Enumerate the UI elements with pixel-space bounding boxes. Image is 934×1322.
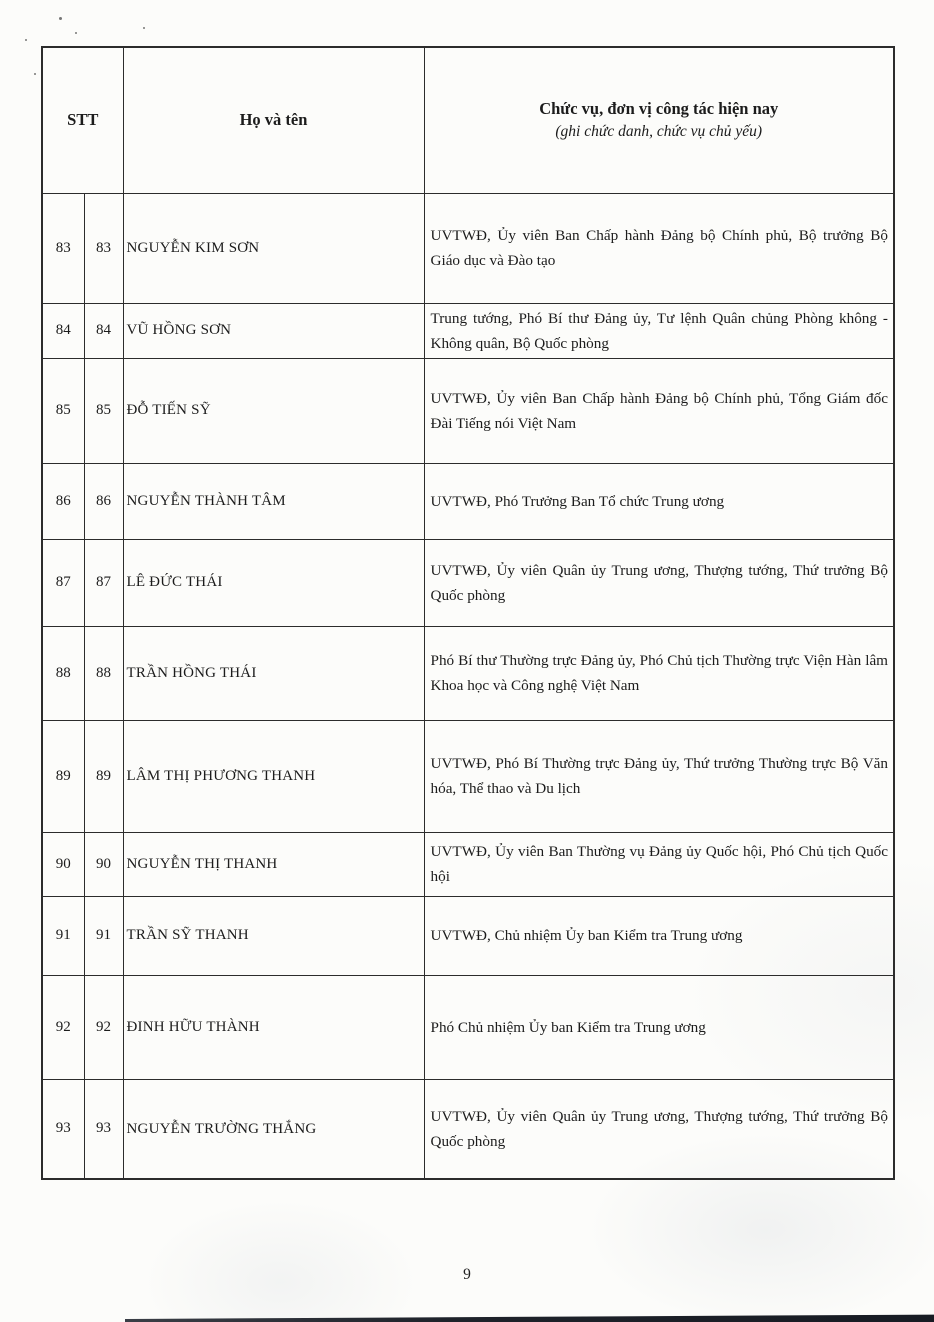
row-index-cell: 90: [42, 832, 84, 896]
row-name-cell: ĐINH HỮU THÀNH: [123, 975, 424, 1079]
row-position-cell: UVTWĐ, Phó Bí Thường trực Đảng ủy, Thứ trưởng Thường trực Bộ Văn hóa, Thể thao và Du lịch: [424, 720, 894, 832]
dust-speck: [25, 39, 27, 41]
table-row: [42, 626, 894, 720]
row-index-cell: 84: [42, 303, 84, 358]
table-row: [42, 539, 894, 626]
table-row: [42, 303, 894, 358]
table-row: [42, 193, 894, 303]
row-position-cell: UVTWĐ, Ủy viên Quân ủy Trung ương, Thượng tướng, Thứ trưởng Bộ Quốc phòng: [424, 539, 894, 626]
row-position-cell: Trung tướng, Phó Bí thư Đảng ủy, Tư lệnh Quân chủng Phòng không - Không quân, Bộ Quốc phòng: [424, 303, 894, 358]
row-index-cell: 88: [42, 626, 84, 720]
row-position-cell: UVTWĐ, Ủy viên Ban Chấp hành Đảng bộ Chính phủ, Bộ trưởng Bộ Giáo dục và Đào tạo: [424, 193, 894, 303]
row-position-cell: UVTWĐ, Chủ nhiệm Ủy ban Kiểm tra Trung ương: [424, 896, 894, 975]
row-name-cell: LÂM THỊ PHƯƠNG THANH: [123, 720, 424, 832]
row-name-cell: ĐỖ TIẾN SỸ: [123, 358, 424, 463]
row-name-cell: NGUYỄN TRƯỜNG THẮNG: [123, 1079, 424, 1179]
table-row: [42, 720, 894, 832]
row-name-cell: LÊ ĐỨC THÁI: [123, 539, 424, 626]
table-header-row: [42, 47, 894, 193]
row-index-cell: 88: [84, 626, 123, 720]
row-name-cell: VŨ HỒNG SƠN: [123, 303, 424, 358]
row-name-cell: NGUYỄN THỊ THANH: [123, 832, 424, 896]
row-index-cell: 85: [84, 358, 123, 463]
table-row: [42, 975, 894, 1079]
row-name-cell: TRẦN SỸ THANH: [123, 896, 424, 975]
header-position-title: Chức vụ, đơn vị công tác hiện nay: [539, 99, 779, 119]
officials-roster-table: [41, 46, 895, 1180]
row-index-cell: 93: [84, 1079, 123, 1179]
row-index-cell: 83: [84, 193, 123, 303]
header-name: Họ và tên: [123, 47, 424, 193]
dust-speck: [143, 27, 145, 29]
row-position-cell: UVTWĐ, Ủy viên Quân ủy Trung ương, Thượng tướng, Thứ trưởng Bộ Quốc phòng: [424, 1079, 894, 1179]
row-position-cell: UVTWĐ, Ủy viên Ban Chấp hành Đảng bộ Chính phủ, Tổng Giám đốc Đài Tiếng nói Việt Nam: [424, 358, 894, 463]
row-name-cell: NGUYỄN KIM SƠN: [123, 193, 424, 303]
header-position-subtitle: (ghi chức danh, chức vụ chủ yếu): [555, 122, 763, 140]
dust-speck: [59, 17, 62, 20]
row-index-cell: 85: [42, 358, 84, 463]
table-row: [42, 896, 894, 975]
row-index-cell: 87: [84, 539, 123, 626]
row-index-cell: 91: [84, 896, 123, 975]
page-number: 9: [463, 1266, 471, 1283]
row-index-cell: 91: [42, 896, 84, 975]
row-index-cell: 92: [42, 975, 84, 1079]
row-index-cell: 93: [42, 1079, 84, 1179]
table-row: [42, 463, 894, 539]
row-index-cell: 90: [84, 832, 123, 896]
row-name-cell: TRẦN HỒNG THÁI: [123, 626, 424, 720]
dust-speck: [34, 73, 36, 75]
dust-speck: [75, 32, 77, 34]
table-row: [42, 1079, 894, 1179]
scan-edge-artifact: [125, 1314, 934, 1322]
row-name-cell: NGUYỄN THÀNH TÂM: [123, 463, 424, 539]
row-index-cell: 84: [84, 303, 123, 358]
header-stt: STT: [42, 47, 123, 193]
row-index-cell: 89: [84, 720, 123, 832]
row-position-cell: Phó Bí thư Thường trực Đảng ủy, Phó Chủ tịch Thường trực Viện Hàn lâm Khoa học và Công nghệ Việt Nam: [424, 626, 894, 720]
row-position-cell: UVTWĐ, Phó Trưởng Ban Tổ chức Trung ương: [424, 463, 894, 539]
row-index-cell: 87: [42, 539, 84, 626]
row-index-cell: 89: [42, 720, 84, 832]
table-row: [42, 358, 894, 463]
header-position: [424, 47, 894, 193]
row-position-cell: UVTWĐ, Ủy viên Ban Thường vụ Đảng ủy Quốc hội, Phó Chủ tịch Quốc hội: [424, 832, 894, 896]
row-index-cell: 92: [84, 975, 123, 1079]
table-row: [42, 832, 894, 896]
row-index-cell: 86: [42, 463, 84, 539]
row-index-cell: 86: [84, 463, 123, 539]
row-index-cell: 83: [42, 193, 84, 303]
row-position-cell: Phó Chủ nhiệm Ủy ban Kiểm tra Trung ương: [424, 975, 894, 1079]
